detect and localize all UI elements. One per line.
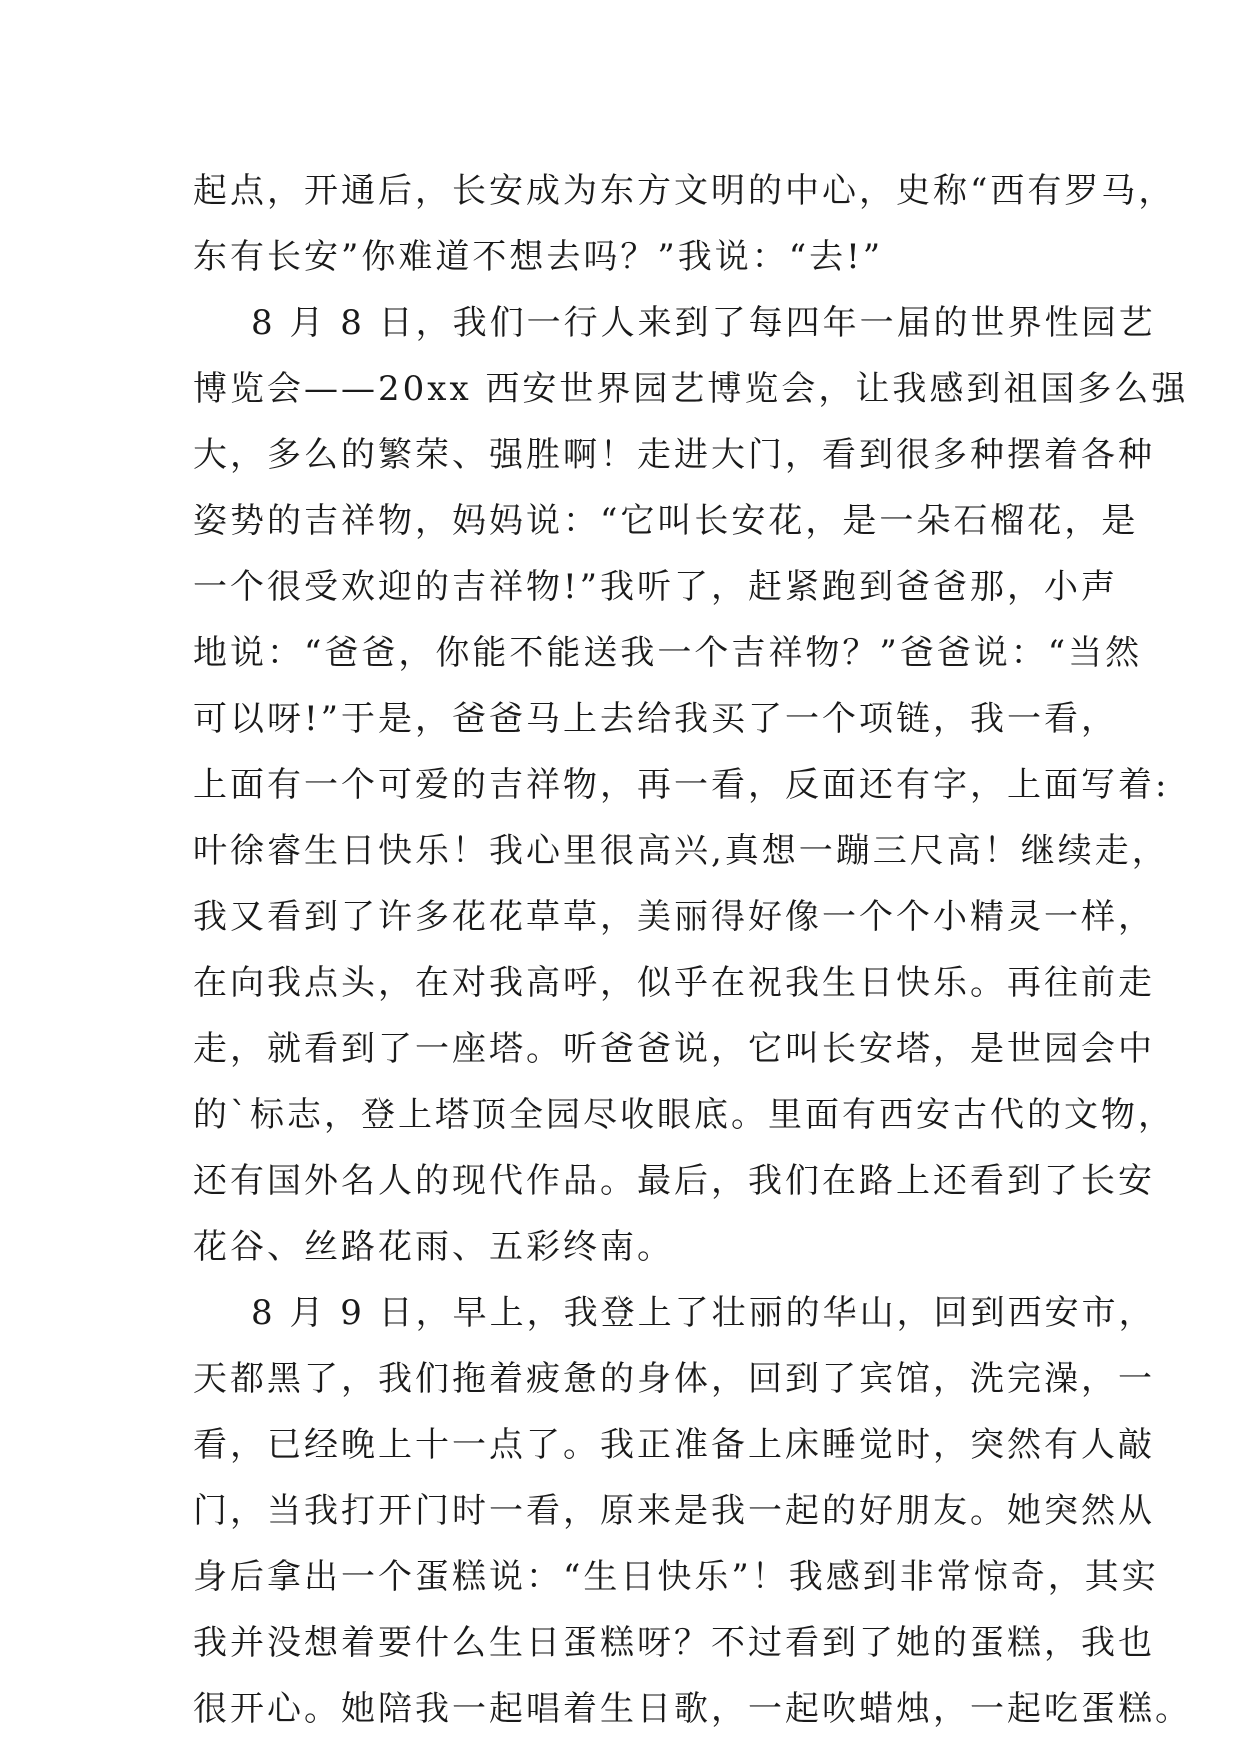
document-body — [193, 158, 1192, 1742]
text-line: 身后拿出一个蛋糕说：“生日快乐”！我感到非常惊奇，其实 — [193, 1557, 1159, 1597]
text-line: 很开心。她陪我一起唱着生日歌，一起吹蜡烛，一起吃蛋糕。 — [193, 1689, 1192, 1729]
text-line: 地说：“爸爸，你能不能送我一个吉祥物？”爸爸说：“当然 — [193, 633, 1143, 673]
paragraph-start-line: 8 月 8 日，我们一行人来到了每四年一届的世界性园艺 — [251, 303, 1156, 343]
text-line: 大，多么的繁荣、强胜啊！走进大门，看到很多种摆着各种 — [193, 435, 1155, 475]
text-line: 的`标志，登上塔顶全园尽收眼底。里面有西安古代的文物， — [193, 1095, 1175, 1135]
text-line: 还有国外名人的现代作品。最后，我们在路上还看到了长安 — [193, 1161, 1155, 1201]
text-line: 姿势的吉祥物，妈妈说：“它叫长安花，是一朵石榴花，是 — [193, 501, 1139, 541]
text-line: 我并没想着要什么生日蛋糕呀？不过看到了她的蛋糕，我也 — [193, 1623, 1155, 1663]
text-line: 花谷、丝路花雨、五彩终南。 — [193, 1227, 674, 1267]
text-line: 东有长安”你难道不想去吗？”我说：“去!” — [193, 237, 884, 277]
text-line: 博览会——20xx 西安世界园艺博览会，让我感到祖国多么强 — [193, 369, 1189, 409]
text-line: 可以呀!”于是，爸爸马上去给我买了一个项链，我一看， — [193, 699, 1119, 739]
text-line: 天都黑了，我们拖着疲惫的身体，回到了宾馆，洗完澡，一 — [193, 1359, 1155, 1399]
text-line: 上面有一个可爱的吉祥物，再一看，反面还有字，上面写着: — [193, 765, 1170, 805]
paragraph-start-line: 8 月 9 日，早上，我登上了壮丽的华山，回到西安市， — [251, 1293, 1156, 1333]
text-line: 看，已经晚上十一点了。我正准备上床睡觉时，突然有人敲 — [193, 1425, 1155, 1465]
text-line: 一个很受欢迎的吉祥物!”我听了，赶紧跑到爸爸那，小声 — [193, 567, 1119, 607]
text-line: 起点，开通后，长安成为东方文明的中心，史称“西有罗马， — [193, 171, 1176, 211]
text-line: 走，就看到了一座塔。听爸爸说，它叫长安塔，是世园会中 — [193, 1029, 1155, 1069]
text-line: 门，当我打开门时一看，原来是我一起的好朋友。她突然从 — [193, 1491, 1155, 1531]
text-line: 在向我点头，在对我高呼，似乎在祝我生日快乐。再往前走 — [193, 963, 1155, 1003]
text-line: 我又看到了许多花花草草，美丽得好像一个个小精灵一样， — [193, 897, 1155, 937]
text-line: 叶徐睿生日快乐！我心里很高兴,真想一蹦三尺高！继续走， — [193, 831, 1169, 871]
